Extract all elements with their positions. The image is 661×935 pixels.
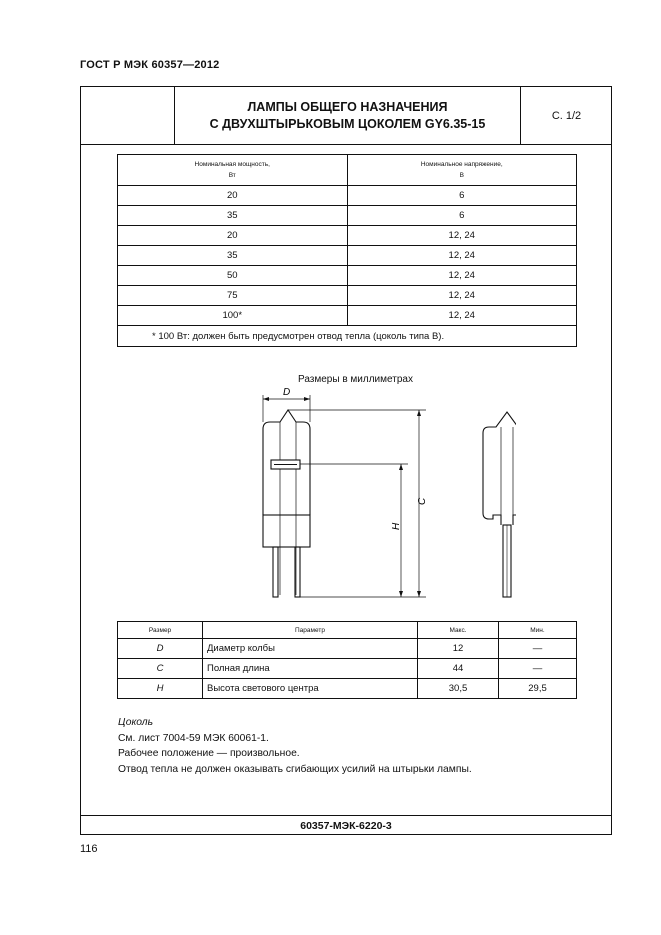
footer-divider (81, 815, 611, 816)
standard-code: ГОСТ Р МЭК 60357—2012 (80, 59, 220, 71)
lamp-side-view (483, 412, 516, 597)
table-footnote-row (118, 326, 577, 347)
sheet-header (81, 87, 611, 145)
table-row: 75 12, 24 (118, 286, 577, 306)
label-c: C (417, 497, 428, 505)
base-notes (118, 715, 472, 777)
table-row: 35 12, 24 (118, 246, 577, 266)
notes-heading: Цоколь (118, 717, 154, 728)
table-row: 35 6 (118, 206, 577, 226)
table-row: 20 12, 24 (118, 226, 577, 246)
ratings-header-power: Номинальная мощность, Вт (118, 155, 348, 186)
base-block (263, 515, 310, 547)
label-h: H (391, 522, 402, 530)
ratings-header-voltage: Номинальное напряжение, В (347, 155, 577, 186)
table-row: 20 6 (118, 186, 577, 206)
table-row: 50 12, 24 (118, 266, 577, 286)
pin-left (273, 547, 278, 597)
page-number: 116 (80, 843, 98, 855)
sheet-code: 60357-МЭК-6220-3 (300, 820, 392, 832)
header-blank-cell (81, 87, 175, 144)
dim-header-symbol: Размер (118, 622, 203, 639)
sheet-frame (80, 86, 612, 835)
dim-header-max: Макс. (418, 622, 499, 639)
dimensions-caption: Размеры в миллиметрах (298, 374, 413, 385)
notes-line: См. лист 7004-59 МЭК 60061-1. (118, 732, 269, 744)
sheet-title-line1: ЛАМПЫ ОБЩЕГО НАЗНАЧЕНИЯ (247, 99, 448, 114)
table-row: 100* 12, 24 (118, 306, 577, 326)
dim-header-min: Мин. (499, 622, 577, 639)
notes-line: Отвод тепла не должен оказывать сгибающих усилий на штырьки лампы. (118, 763, 472, 775)
notes-line: Рабочее положение — произвольное. (118, 748, 300, 759)
label-d: D (283, 387, 291, 398)
table-row: H Высота светового центра 30,5 29,5 (118, 679, 577, 699)
dim-header-parameter: Параметр (203, 622, 418, 639)
bulb-outline-front (263, 410, 310, 515)
ratings-table (117, 154, 577, 347)
dimensions-table (117, 621, 577, 699)
sheet-title (175, 87, 520, 144)
table-row: D Диаметр колбы 12 — (118, 639, 577, 659)
sheet-number: С. 1/2 (520, 87, 612, 144)
table-row: C Полная длина 44 — (118, 659, 577, 679)
lamp-drawing (236, 385, 516, 605)
sheet-title-line2: С ДВУХШТЫРЬКОВЫМ ЦОКОЛЕМ GY6.35-15 (209, 116, 486, 131)
table-footnote: * 100 Вт: должен быть предусмотрен отвод тепла (цоколь типа В). (118, 326, 577, 347)
